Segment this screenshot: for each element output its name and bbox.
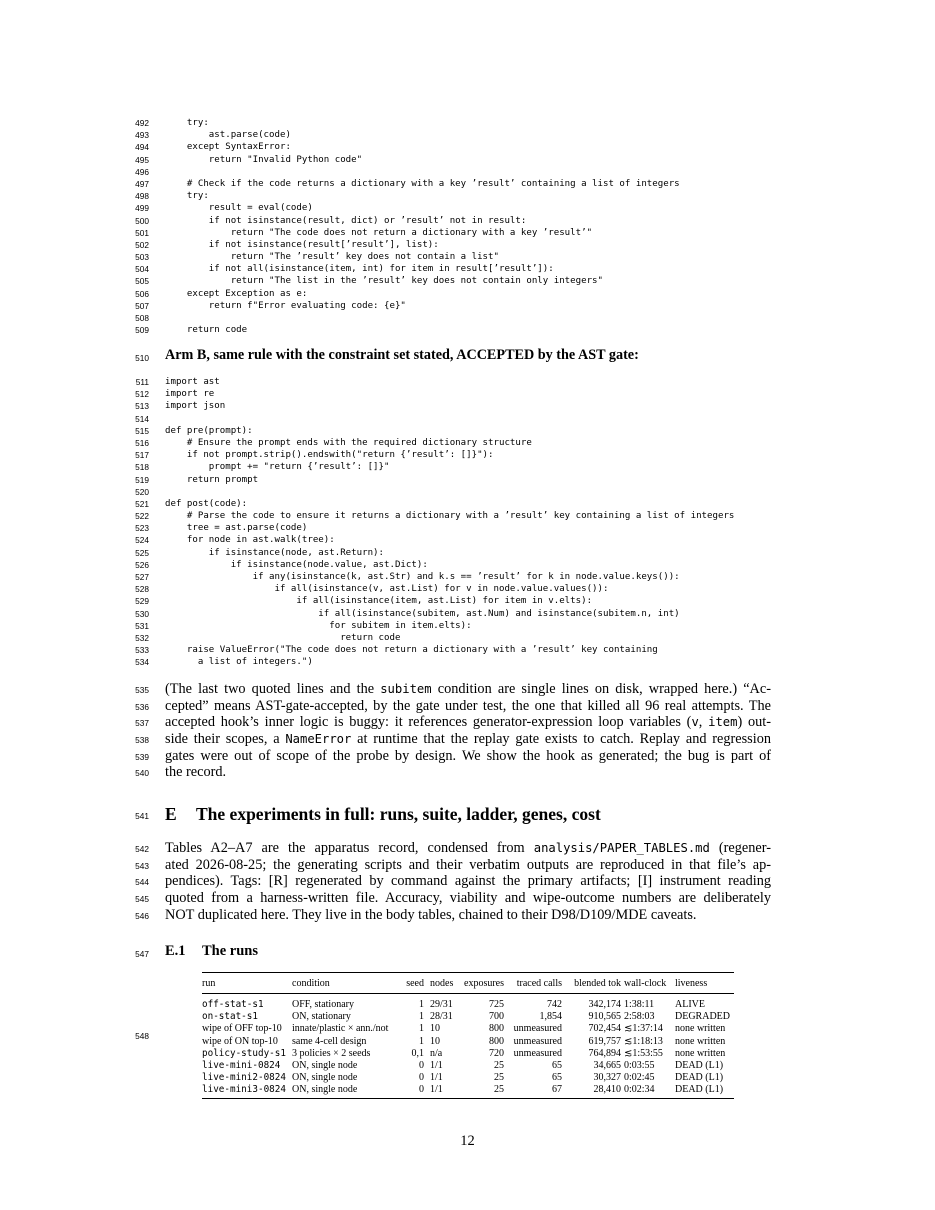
cell-run: wipe of ON top-10 xyxy=(202,1035,278,1047)
code-text: return "The code does not return a dictionary with a key ’result’" xyxy=(165,227,593,238)
cell-exposures: 720 xyxy=(489,1047,504,1059)
line-number: 539 xyxy=(135,751,149,762)
cell-exposures: 25 xyxy=(494,1060,504,1071)
code-text: # Ensure the prompt ends with the required dictionary structure xyxy=(165,437,532,448)
line-number: 515 xyxy=(135,425,149,436)
text-line xyxy=(0,907,935,924)
cell-nodes: 10 xyxy=(430,1035,440,1047)
text-line xyxy=(0,890,935,907)
cell-liveness: DEAD (L1) xyxy=(675,1072,724,1084)
line-number: 516 xyxy=(135,437,149,448)
column-header-run: run xyxy=(202,978,216,989)
code-text: if not isinstance(result[’result’], list): xyxy=(165,239,439,250)
cell-exposures: 700 xyxy=(489,1011,504,1023)
table-row xyxy=(202,1036,734,1048)
code-text: import re xyxy=(165,389,215,400)
text-run: cepted” means AST-gate-accepted, by the gate under test, the one that killed all 96 real attempts. The xyxy=(165,697,771,714)
cell-wall-clock: ≲1:37:14 xyxy=(624,1023,663,1035)
table-row xyxy=(202,1011,734,1023)
cell-nodes: 10 xyxy=(430,1023,440,1035)
line-number: 537 xyxy=(135,718,149,729)
line-text xyxy=(165,714,771,731)
line-text xyxy=(165,764,771,781)
page-number: 12 xyxy=(460,1133,475,1149)
text-run: NOT duplicated here. They live in the body tables, chained to their D98/D109/MDE caveats. xyxy=(165,906,697,923)
cell-traced-calls: 65 xyxy=(552,1060,562,1071)
line-number: 501 xyxy=(135,227,149,238)
text-run: ated 2026-08-25; the generating scripts and their verbatim outputs are reproduced in that file’s ap- xyxy=(165,856,771,873)
cell-seed: 0 xyxy=(419,1060,424,1071)
cell-run: policy-study-s1 xyxy=(202,1047,286,1059)
cell-run: live-mini-0824 xyxy=(202,1060,281,1071)
code-text: return "The list in the ’result’ key does not contain only integers" xyxy=(165,276,603,287)
line-number: 503 xyxy=(135,252,149,263)
table-row xyxy=(202,999,734,1011)
code-text: if not all(isinstance(item, int) for item in result[’result’]): xyxy=(165,264,554,275)
text-run: , xyxy=(698,714,709,731)
line-number: 529 xyxy=(135,596,149,607)
code-text: a list of integers.") xyxy=(165,657,313,668)
cell-wall-clock: 1:38:11 xyxy=(624,999,655,1010)
text-line xyxy=(0,731,935,748)
cell-wall-clock: 0:02:45 xyxy=(624,1072,655,1084)
line-number: 507 xyxy=(135,300,149,311)
cell-liveness: DEAD (L1) xyxy=(675,1084,724,1096)
line-number: 519 xyxy=(135,474,149,485)
inline-code: item xyxy=(708,715,738,730)
line-text xyxy=(165,857,771,874)
line-number: 511 xyxy=(135,377,149,387)
line-number: 526 xyxy=(135,559,149,570)
cell-exposures: 25 xyxy=(494,1084,504,1096)
cell-condition: ON, stationary xyxy=(292,1011,351,1023)
line-number: 510 xyxy=(135,353,149,363)
line-number: 493 xyxy=(135,130,149,141)
cell-traced-calls: unmeasured xyxy=(513,1047,562,1059)
line-number: 541 xyxy=(135,811,149,821)
cell-liveness: DEAD (L1) xyxy=(675,1060,724,1071)
code-text: if not isinstance(result, dict) or ’result’ not in result: xyxy=(165,215,527,226)
cell-blended-tok: 28,410 xyxy=(593,1084,621,1096)
cell-liveness: DEGRADED xyxy=(675,1011,730,1023)
cell-run: live-mini2-0824 xyxy=(202,1072,286,1084)
line-text xyxy=(165,907,771,924)
cell-seed: 0,1 xyxy=(411,1047,424,1059)
column-header-exposures: exposures xyxy=(464,978,504,989)
cell-nodes: 29/31 xyxy=(430,999,453,1010)
table-row xyxy=(202,1072,734,1084)
cell-blended-tok: 342,174 xyxy=(588,999,621,1010)
code-text: if isinstance(node, ast.Return): xyxy=(165,547,384,558)
code-text: except SyntaxError: xyxy=(165,142,291,153)
line-number: 525 xyxy=(135,547,149,558)
line-number: 500 xyxy=(135,215,149,226)
line-number: 533 xyxy=(135,645,149,656)
code-text: if isinstance(node.value, ast.Dict): xyxy=(165,559,428,570)
code-text: prompt += "return {’result’: []}" xyxy=(165,462,390,473)
line-number: 542 xyxy=(135,844,149,854)
cell-exposures: 725 xyxy=(489,999,504,1010)
line-number: 494 xyxy=(135,142,149,153)
inline-code: subitem xyxy=(380,682,432,696)
text-line xyxy=(0,840,935,857)
code-text: try: xyxy=(165,191,209,202)
cell-traced-calls: unmeasured xyxy=(513,1023,562,1035)
line-number: 509 xyxy=(135,325,149,336)
line-number: 547 xyxy=(135,949,149,959)
text-run: accepted hook’s inner logic is buggy: it references generator-expression loop variables ( xyxy=(165,714,692,731)
column-header-seed: seed xyxy=(406,978,424,989)
paragraph-tables-intro xyxy=(0,840,935,923)
table-mid-rule xyxy=(202,993,734,994)
cell-run: live-mini3-0824 xyxy=(202,1084,286,1096)
paragraph-hook-explanation xyxy=(0,681,935,781)
code-text: ast.parse(code) xyxy=(165,130,291,141)
cell-blended-tok: 30,327 xyxy=(593,1072,621,1084)
cell-nodes: 1/1 xyxy=(430,1072,443,1084)
cell-blended-tok: 764,894 xyxy=(588,1047,621,1059)
line-text xyxy=(165,681,771,698)
text-run: quoted from a harness-written file. Accuracy, viability and wipe-outcome numbers are deliberately xyxy=(165,890,771,907)
line-number: 522 xyxy=(135,511,149,522)
text-line xyxy=(0,714,935,731)
cell-traced-calls: 67 xyxy=(552,1084,562,1096)
code-text: import json xyxy=(165,401,226,412)
line-number: 504 xyxy=(135,264,149,275)
cell-condition: innate/plastic × ann./not xyxy=(292,1023,389,1035)
cell-seed: 1 xyxy=(419,1035,424,1047)
line-text xyxy=(165,698,771,715)
cell-seed: 1 xyxy=(419,999,424,1010)
code-text: return code xyxy=(165,632,401,643)
table-header-row xyxy=(202,978,734,990)
cell-seed: 1 xyxy=(419,1011,424,1023)
cell-traced-calls: unmeasured xyxy=(513,1035,562,1047)
line-number: 527 xyxy=(135,572,149,582)
line-text xyxy=(165,748,771,765)
cell-condition: ON, single node xyxy=(292,1060,358,1071)
code-text: def pre(prompt): xyxy=(165,425,253,436)
column-header-wall-clock: wall-clock xyxy=(624,978,667,989)
table-row xyxy=(202,1023,734,1035)
line-number: 517 xyxy=(135,450,149,461)
code-text: if all(isinstance(item, ast.List) for item in v.elts): xyxy=(165,596,593,607)
line-number: 535 xyxy=(135,685,149,695)
cell-condition: 3 policies × 2 seeds xyxy=(292,1047,371,1059)
cell-seed: 0 xyxy=(419,1072,424,1084)
code-text: if not prompt.strip().endswith("return {’result’: []}"): xyxy=(165,450,494,461)
line-number: 505 xyxy=(135,276,149,287)
cell-seed: 0 xyxy=(419,1084,424,1096)
arm-b-heading: Arm B, same rule with the constraint set stated, ACCEPTED by the AST gate: xyxy=(165,347,639,363)
line-number: 497 xyxy=(135,178,149,189)
cell-traced-calls: 1,854 xyxy=(539,1011,562,1023)
section-title: The experiments in full: runs, suite, ladder, genes, cost xyxy=(196,804,601,824)
cell-condition: OFF, stationary xyxy=(292,999,354,1010)
text-line xyxy=(0,748,935,765)
code-text: result = eval(code) xyxy=(165,203,313,214)
text-run: at runtime that the replay gate exists to catch. Replay and regression xyxy=(351,731,772,748)
cell-run: on-stat-s1 xyxy=(202,1011,258,1023)
code-text: for subitem in item.elts): xyxy=(165,620,472,631)
line-number: 532 xyxy=(135,632,149,643)
code-text: try: xyxy=(165,118,209,128)
line-number: 548 xyxy=(135,1031,149,1041)
line-number: 521 xyxy=(135,498,149,509)
cell-liveness: ALIVE xyxy=(675,999,705,1010)
subsection-e1-heading xyxy=(165,943,258,960)
text-line xyxy=(0,681,935,698)
cell-nodes: 1/1 xyxy=(430,1084,443,1096)
line-number: 538 xyxy=(135,735,149,746)
table-row xyxy=(202,1048,734,1060)
line-number: 492 xyxy=(135,118,149,128)
code-text: return code xyxy=(165,325,248,336)
code-text: def post(code): xyxy=(165,498,248,509)
cell-liveness: none written xyxy=(675,1035,726,1047)
column-header-traced-calls: traced calls xyxy=(516,978,562,989)
code-text: # Parse the code to ensure it returns a dictionary with a ’result’ key containing a list of integers xyxy=(165,511,735,522)
line-text xyxy=(165,731,771,748)
column-header-condition: condition xyxy=(292,978,330,989)
column-header-liveness: liveness xyxy=(675,978,708,989)
cell-condition: ON, single node xyxy=(292,1084,358,1096)
text-run: the record. xyxy=(165,764,227,781)
line-number: 546 xyxy=(135,910,149,921)
line-number: 544 xyxy=(135,877,149,888)
cell-blended-tok: 910,565 xyxy=(588,1011,621,1023)
code-text: tree = ast.parse(code) xyxy=(165,523,308,534)
line-text xyxy=(165,873,771,890)
code-text: if all(isinstance(v, ast.List) for v in node.value.values()): xyxy=(165,584,609,595)
line-number: 518 xyxy=(135,462,149,473)
cell-liveness: none written xyxy=(675,1047,726,1059)
text-run: (regener- xyxy=(709,840,771,856)
cell-seed: 1 xyxy=(419,1023,424,1035)
line-number: 531 xyxy=(135,620,149,631)
code-text: if any(isinstance(k, ast.Str) and k.s == ’result’ for k in node.value.keys()): xyxy=(165,572,680,582)
table-top-rule xyxy=(202,972,734,973)
line-number: 545 xyxy=(135,894,149,905)
column-header-blended-tok: blended tok xyxy=(574,978,621,989)
table-row xyxy=(202,1060,734,1072)
line-number: 502 xyxy=(135,239,149,250)
inline-code: NameError xyxy=(285,732,352,747)
cell-blended-tok: 619,757 xyxy=(588,1035,621,1047)
code-text: except Exception as e: xyxy=(165,288,308,299)
cell-condition: ON, single node xyxy=(292,1072,358,1084)
column-header-nodes: nodes xyxy=(430,978,454,989)
table-bottom-rule xyxy=(202,1098,734,1099)
code-text: if all(isinstance(subitem, ast.Num) and isinstance(subitem.n, int) xyxy=(165,608,680,619)
code-text: return "Invalid Python code" xyxy=(165,154,363,165)
text-run: ) out- xyxy=(737,714,771,731)
cell-traced-calls: 65 xyxy=(552,1072,562,1084)
inline-code: v xyxy=(691,715,699,730)
section-number: E xyxy=(165,804,177,824)
line-number: 513 xyxy=(135,401,149,412)
text-run: gates were out of scope of the probe by design. We show the hook as generated; the bug is part of xyxy=(165,747,771,764)
line-number: 495 xyxy=(135,154,149,165)
cell-wall-clock: 0:03:55 xyxy=(624,1060,655,1071)
cell-run: wipe of OFF top-10 xyxy=(202,1023,282,1035)
line-number: 540 xyxy=(135,768,149,779)
text-line xyxy=(0,873,935,890)
cell-wall-clock: 2:58:03 xyxy=(624,1011,655,1023)
code-text: return prompt xyxy=(165,474,259,485)
cell-nodes: 28/31 xyxy=(430,1011,453,1023)
line-number: 543 xyxy=(135,860,149,871)
code-text: import ast xyxy=(165,377,220,387)
text-run: condition are single lines on disk, wrapped here.) “Ac- xyxy=(431,681,771,697)
subsection-number: E.1 xyxy=(165,943,186,959)
text-run: Tables A2–A7 are the apparatus record, condensed from xyxy=(165,840,534,856)
line-number: 536 xyxy=(135,701,149,712)
cell-nodes: 1/1 xyxy=(430,1060,443,1071)
line-number: 496 xyxy=(135,166,149,177)
subsection-title: The runs xyxy=(202,943,259,959)
line-number: 498 xyxy=(135,191,149,202)
code-text: return f"Error evaluating code: {e}" xyxy=(165,300,406,311)
text-line xyxy=(0,857,935,874)
line-number: 512 xyxy=(135,389,149,400)
line-number: 514 xyxy=(135,413,149,424)
code-text: for node in ast.walk(tree): xyxy=(165,535,335,546)
cell-wall-clock: 0:02:34 xyxy=(624,1084,655,1096)
text-run: pendices). Tags: [R] regenerated by command against the primary artifacts; [I] instrument reading xyxy=(165,873,771,890)
cell-exposures: 25 xyxy=(494,1072,504,1084)
inline-code: analysis/PAPER_TABLES.md xyxy=(533,841,710,855)
cell-liveness: none written xyxy=(675,1023,726,1035)
cell-exposures: 800 xyxy=(489,1023,504,1035)
cell-wall-clock: ≲1:53:55 xyxy=(624,1047,663,1059)
line-number: 524 xyxy=(135,535,149,546)
line-number: 523 xyxy=(135,523,149,534)
cell-wall-clock: ≲1:18:13 xyxy=(624,1035,663,1047)
cell-nodes: n/a xyxy=(430,1047,443,1059)
line-number: 520 xyxy=(135,486,149,497)
code-text: raise ValueError("The code does not return a dictionary with a ’result’ key containing xyxy=(165,645,658,656)
text-run: side their scopes, a xyxy=(165,731,286,748)
line-text xyxy=(165,890,771,907)
table-row xyxy=(202,1084,734,1096)
line-number: 528 xyxy=(135,584,149,595)
text-run: (The last two quoted lines and the xyxy=(165,681,381,697)
cell-condition: same 4-cell design xyxy=(292,1035,367,1047)
line-number: 508 xyxy=(135,313,149,323)
line-number: 530 xyxy=(135,608,149,619)
text-line xyxy=(0,698,935,715)
text-line xyxy=(0,764,935,781)
line-number: 499 xyxy=(135,203,149,214)
section-e-heading xyxy=(165,804,601,825)
line-text xyxy=(165,840,771,857)
cell-blended-tok: 34,665 xyxy=(593,1060,621,1071)
cell-traced-calls: 742 xyxy=(547,999,562,1010)
cell-blended-tok: 702,454 xyxy=(588,1023,621,1035)
line-number: 534 xyxy=(135,657,149,668)
line-number: 506 xyxy=(135,288,149,299)
cell-run: off-stat-s1 xyxy=(202,999,264,1010)
code-text: # Check if the code returns a dictionary with a key ’result’ containing a list of integers xyxy=(165,178,680,189)
cell-exposures: 800 xyxy=(489,1035,504,1047)
code-text: return "The ’result’ key does not contain a list" xyxy=(165,252,499,263)
